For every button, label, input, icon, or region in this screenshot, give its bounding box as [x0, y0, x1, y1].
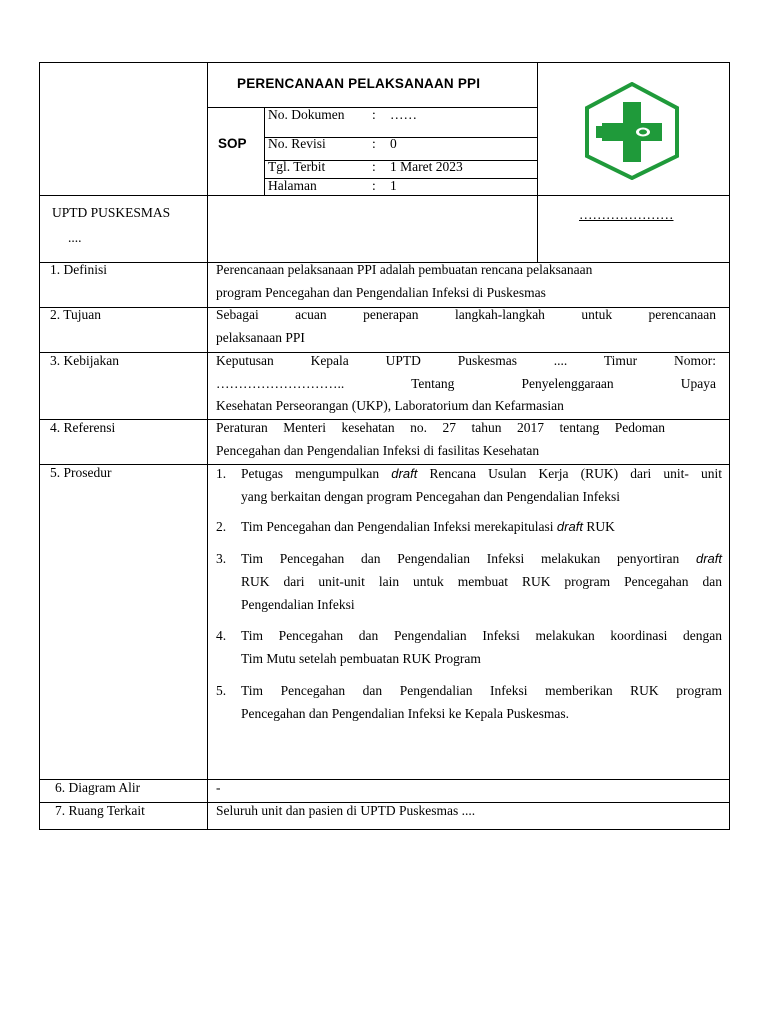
- table-border-top: [39, 62, 730, 63]
- section-rule-prosedur: [39, 464, 730, 465]
- sop-label: SOP: [218, 136, 247, 151]
- draft-term: draft: [556, 519, 583, 534]
- section-label-diagram-alir: 6. Diagram Alir: [55, 780, 141, 795]
- section-label-referensi: 4. Referensi: [50, 420, 116, 435]
- kebijakan-text-line: Kesehatan Perseorangan (UKP), Laboratorium dan Kefarmasian: [216, 398, 564, 413]
- header-divider-right: [537, 62, 538, 262]
- meta-label-no-revisi: No. Revisi: [268, 136, 326, 151]
- meta-label-no-dokumen: No. Dokumen: [268, 107, 345, 122]
- meta-sep: :: [372, 159, 376, 174]
- section-rule-diagram: [39, 779, 730, 780]
- sop-document: [39, 62, 730, 830]
- org-name-suffix: ....: [68, 230, 82, 245]
- step-text-line: Tim Mutu setelah pembuatan RUK Program: [241, 651, 481, 666]
- definisi-text-line: program Pencegahan dan Pengendalian Infeksi di Puskesmas: [216, 285, 546, 300]
- step-text-line: yang berkaitan dengan program Pencegahan dan Pengendalian Infeksi: [241, 489, 620, 504]
- meta-value-no-revisi: 0: [390, 136, 397, 151]
- section-label-definisi: 1. Definisi: [50, 262, 107, 277]
- meta-sep: :: [372, 178, 376, 193]
- kebijakan-text-line: Keputusan Kepala UPTD Puskesmas .... Timur Nomor:: [216, 353, 716, 368]
- sop-divider: [264, 107, 265, 195]
- step-text-line: Petugas mengumpulkan draft Rencana Usulan Kerja (RUK) dari unit- unit: [241, 466, 723, 481]
- signature-placeholder: …………………: [579, 207, 674, 222]
- meta-sep: :: [372, 136, 376, 151]
- referensi-text-line: Peraturan Menteri kesehatan no. 27 tahun 2017 tentang Pedoman: [216, 420, 665, 435]
- meta-value-tgl-terbit: 1 Maret 2023: [390, 159, 463, 174]
- header-bottom-rule: [39, 195, 730, 196]
- step-number: 3.: [216, 551, 227, 566]
- step-number: 5.: [216, 683, 227, 698]
- table-border-left: [39, 62, 40, 830]
- puskesmas-logo-icon: [584, 82, 680, 180]
- ruang-terkait-value: Seluruh unit dan pasien di UPTD Puskesmas ....: [216, 803, 476, 818]
- section-label-prosedur: 5. Prosedur: [50, 465, 112, 480]
- table-border-right: [729, 62, 730, 830]
- section-label-ruang-terkait: 7. Ruang Terkait: [55, 803, 145, 818]
- document-title: PERENCANAAN PELAKSANAAN PPI: [237, 76, 481, 91]
- kebijakan-text-line: ……………………….. Tentang Penyelenggaraan Upaya: [216, 376, 716, 391]
- step-text-line: Tim Pencegahan dan Pengendalian Infeksi memberikan RUK program: [241, 683, 722, 698]
- step-text-line: Pengendalian Infeksi: [241, 597, 355, 612]
- referensi-text-line: Pencegahan dan Pengendalian Infeksi di fasilitas Kesehatan: [216, 443, 540, 458]
- step-text-line: Pencegahan dan Pengendalian Infeksi ke Kepala Puskesmas.: [241, 706, 570, 721]
- step-text-line: Tim Pencegahan dan Pengendalian Infeksi merekapitulasi draft RUK: [241, 519, 615, 534]
- definisi-text-line: Perencanaan pelaksanaan PPI adalah pembuatan rencana pelaksanaan: [216, 262, 593, 277]
- diagram-alir-value: -: [216, 780, 221, 795]
- step-number: 1.: [216, 466, 227, 481]
- meta-label-tgl-terbit: Tgl. Terbit: [268, 159, 326, 174]
- tujuan-text-line: Sebagai acuan penerapan langkah-langkah untuk perencanaan: [216, 307, 716, 322]
- meta-value-halaman: 1: [390, 178, 397, 193]
- draft-term: draft: [695, 551, 722, 566]
- meta-value-no-dokumen: ……: [390, 107, 417, 122]
- header-divider-left: [207, 62, 208, 262]
- step-text-line: Tim Pencegahan dan Pengendalian Infeksi melakukan penyortiran draft: [241, 551, 722, 566]
- meta-sep: :: [372, 107, 376, 122]
- tujuan-text-line: pelaksanaan PPI: [216, 330, 305, 345]
- step-number: 4.: [216, 628, 227, 643]
- table-border-bottom: [39, 829, 730, 830]
- draft-term: draft: [391, 466, 418, 481]
- section-label-kebijakan: 3. Kebijakan: [50, 353, 119, 368]
- step-text-line: RUK dari unit-unit lain untuk membuat RUK program Pencegahan dan: [241, 574, 722, 589]
- meta-label-halaman: Halaman: [268, 178, 317, 193]
- org-name: UPTD PUSKESMAS: [52, 205, 171, 220]
- section-label-tujuan: 2. Tujuan: [50, 307, 102, 322]
- body-column-divider: [207, 262, 208, 830]
- step-number: 2.: [216, 519, 227, 534]
- step-text-line: Tim Pencegahan dan Pengendalian Infeksi melakukan koordinasi dengan: [241, 628, 722, 643]
